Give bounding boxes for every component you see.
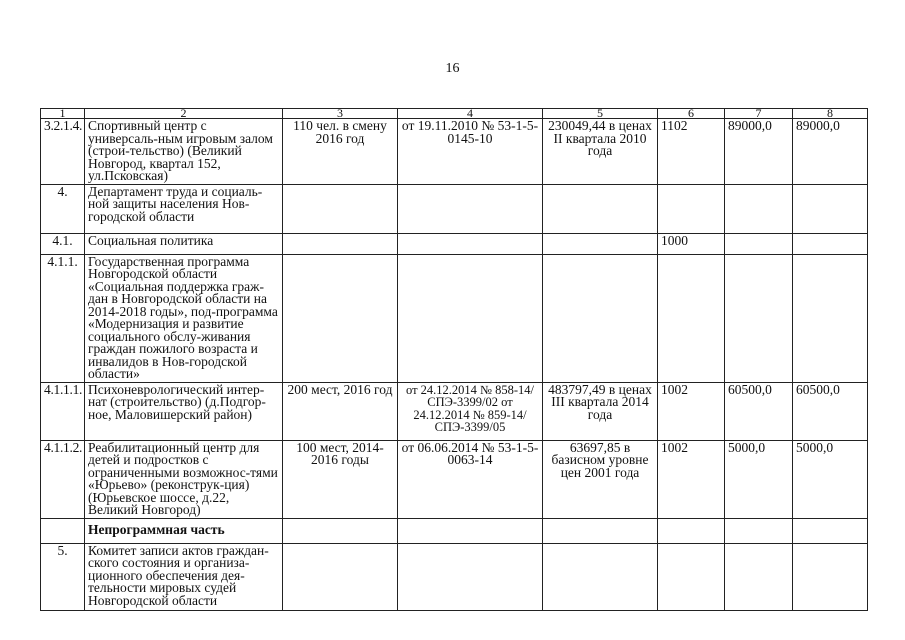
table-row (41, 184, 868, 233)
budget-code: 1102 (658, 119, 725, 185)
table-row (41, 543, 868, 610)
object-name: Комитет записи актов граждан-ского состояния и организа-ционного обеспечения дея-тельности мировых судей Новгородской области (85, 543, 283, 610)
estimated-cost (543, 518, 658, 543)
capacity: 100 мест, 2014-2016 годы (283, 440, 398, 518)
document-ref: от 24.12.2014 № 858-14/СПЭ-3399/02 от 24.12.2014 № 859-14/СПЭ-3399/05 (398, 382, 543, 440)
amount-col7 (725, 518, 793, 543)
capacity (283, 254, 398, 382)
estimated-cost (543, 543, 658, 610)
column-number-row (41, 109, 868, 119)
document-ref (398, 518, 543, 543)
budget-code: 1000 (658, 233, 725, 254)
document-ref (398, 233, 543, 254)
amount-col7: 5000,0 (725, 440, 793, 518)
object-name: Департамент труда и социаль-ной защиты населения Нов-городской области (85, 184, 283, 233)
document-ref (398, 543, 543, 610)
budget-code (658, 254, 725, 382)
table-row (41, 119, 868, 185)
amount-col7: 60500,0 (725, 382, 793, 440)
column-number: 3 (283, 109, 398, 119)
row-number: 4.1. (41, 233, 85, 254)
column-number: 8 (793, 109, 868, 119)
row-number: 4.1.1. (41, 254, 85, 382)
amount-col7 (725, 233, 793, 254)
amount-col8: 60500,0 (793, 382, 868, 440)
budget-code (658, 184, 725, 233)
amount-col7 (725, 254, 793, 382)
estimated-cost: 230049,44 в ценах II квартала 2010 года (543, 119, 658, 185)
estimated-cost (543, 184, 658, 233)
row-number: 4. (41, 184, 85, 233)
column-number: 2 (85, 109, 283, 119)
budget-code (658, 543, 725, 610)
budget-code (658, 518, 725, 543)
capacity (283, 543, 398, 610)
object-name: Реабилитационный центр для детей и подростков с ограниченными возможнос-тями «Юрьево» (реконструк-ция) (Юрьевское шоссе, д.22, Великий Новгород) (85, 440, 283, 518)
section-title: Непрограммная часть (85, 518, 283, 543)
row-number (41, 518, 85, 543)
row-number: 4.1.1.1. (41, 382, 85, 440)
estimated-cost (543, 233, 658, 254)
capacity (283, 233, 398, 254)
table-row (41, 382, 868, 440)
column-number: 4 (398, 109, 543, 119)
document-ref (398, 184, 543, 233)
estimated-cost: 483797,49 в ценах III квартала 2014 года (543, 382, 658, 440)
amount-col8: 5000,0 (793, 440, 868, 518)
table-row (41, 254, 868, 382)
column-number: 5 (543, 109, 658, 119)
column-number: 1 (41, 109, 85, 119)
object-name: Социальная политика (85, 233, 283, 254)
object-name: Государственная программа Новгородской области «Социальная поддержка граж-дан в Новгородской области на 2014-2018 годы», под-программа «Модернизация и развитие социального обслу-живания граждан пожилого возраста и инвалидов в Нов-городской области» (85, 254, 283, 382)
object-name: Психоневрологический интер-нат (строительство) (д.Подгор-ное, Маловишерский район) (85, 382, 283, 440)
table-row (41, 233, 868, 254)
capacity: 110 чел. в смену 2016 год (283, 119, 398, 185)
row-number: 4.1.1.2. (41, 440, 85, 518)
estimated-cost: 63697,85 в базисном уровне цен 2001 года (543, 440, 658, 518)
column-number: 6 (658, 109, 725, 119)
amount-col7 (725, 184, 793, 233)
column-number: 7 (725, 109, 793, 119)
budget-code: 1002 (658, 382, 725, 440)
amount-col8 (793, 518, 868, 543)
amount-col7 (725, 543, 793, 610)
capacity: 200 мест, 2016 год (283, 382, 398, 440)
capacity (283, 518, 398, 543)
table-row (41, 440, 868, 518)
document-ref (398, 254, 543, 382)
amount-col7: 89000,0 (725, 119, 793, 185)
amount-col8: 89000,0 (793, 119, 868, 185)
table-row (41, 518, 868, 543)
budget-code: 1002 (658, 440, 725, 518)
row-number: 3.2.1.4. (41, 119, 85, 185)
amount-col8 (793, 233, 868, 254)
document-ref: от 19.11.2010 № 53-1-5-0145-10 (398, 119, 543, 185)
investment-table (40, 108, 868, 611)
amount-col8 (793, 184, 868, 233)
amount-col8 (793, 543, 868, 610)
document-ref: от 06.06.2014 № 53-1-5-0063-14 (398, 440, 543, 518)
page-number: 16 (445, 61, 460, 76)
estimated-cost (543, 254, 658, 382)
capacity (283, 184, 398, 233)
row-number: 5. (41, 543, 85, 610)
amount-col8 (793, 254, 868, 382)
object-name: Спортивный центр с универсаль-ным игровым залом (строи-тельство) (Великий Новгород, квартал 152, ул.Псковская) (85, 119, 283, 185)
